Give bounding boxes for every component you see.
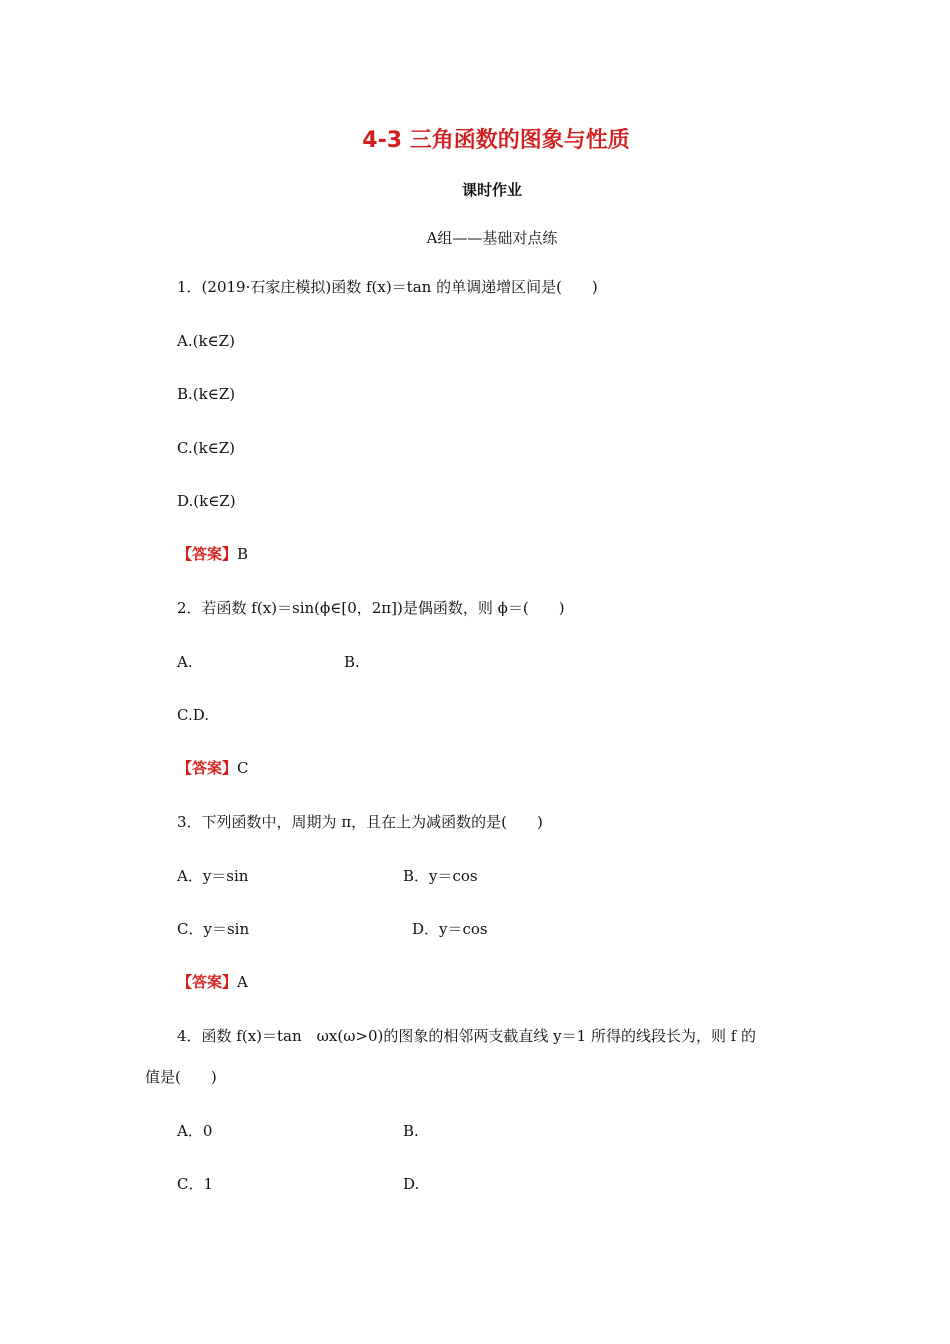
question-4-option-d: D. bbox=[403, 1175, 420, 1193]
page-subtitle: 课时作业 bbox=[461, 181, 522, 199]
question-2-option-b: B. bbox=[344, 653, 360, 671]
question-3-option-b: B．y＝cos bbox=[403, 867, 478, 885]
page-title: 4-3 三角函数的图象与性质 bbox=[362, 128, 630, 153]
question-1-answer bbox=[177, 544, 248, 564]
question-1-option-b: B.(k∈Z) bbox=[177, 385, 236, 403]
question-4-stem-cont: 值是( ) bbox=[145, 1068, 217, 1086]
question-1-stem: 1．(2019·石家庄模拟)函数 f(x)＝tan 的单调递增区间是( ) bbox=[177, 278, 598, 296]
question-2-option-a: A. bbox=[177, 653, 193, 671]
question-1-option-a: A.(k∈Z) bbox=[177, 332, 235, 350]
answer-value: A bbox=[237, 973, 248, 991]
answer-tag: 【答案】 bbox=[177, 973, 238, 991]
question-3-answer bbox=[177, 972, 248, 992]
question-3-stem: 3．下列函数中，周期为 π，且在上为减函数的是( ) bbox=[177, 813, 543, 831]
question-3-option-d: D．y＝cos bbox=[412, 920, 488, 938]
question-1-option-c: C.(k∈Z) bbox=[177, 439, 236, 457]
question-4-option-b: B. bbox=[403, 1122, 419, 1140]
question-4-option-a: A．0 bbox=[177, 1122, 213, 1140]
question-3-option-a: A．y＝sin bbox=[177, 867, 249, 885]
answer-value: C bbox=[237, 759, 249, 777]
question-4-option-c: C．1 bbox=[177, 1175, 214, 1193]
answer-tag: 【答案】 bbox=[177, 759, 238, 777]
answer-tag: 【答案】 bbox=[177, 545, 238, 563]
question-4-stem: 4．函数 f(x)＝tan ωx(ω>0)的图象的相邻两支截直线 y＝1 所得的线段长为，则 f 的 bbox=[177, 1027, 757, 1045]
question-2-option-cd: C.D. bbox=[177, 706, 209, 724]
question-1-option-d: D.(k∈Z) bbox=[177, 492, 236, 510]
question-3-option-c: C．y＝sin bbox=[177, 920, 250, 938]
section-heading: A组——基础对点练 bbox=[426, 229, 558, 247]
answer-value: B bbox=[237, 545, 249, 563]
question-2-stem: 2．若函数 f(x)＝sin(ϕ∈[0，2π])是偶函数，则 ϕ＝( ) bbox=[177, 599, 565, 617]
question-2-answer bbox=[177, 758, 249, 778]
